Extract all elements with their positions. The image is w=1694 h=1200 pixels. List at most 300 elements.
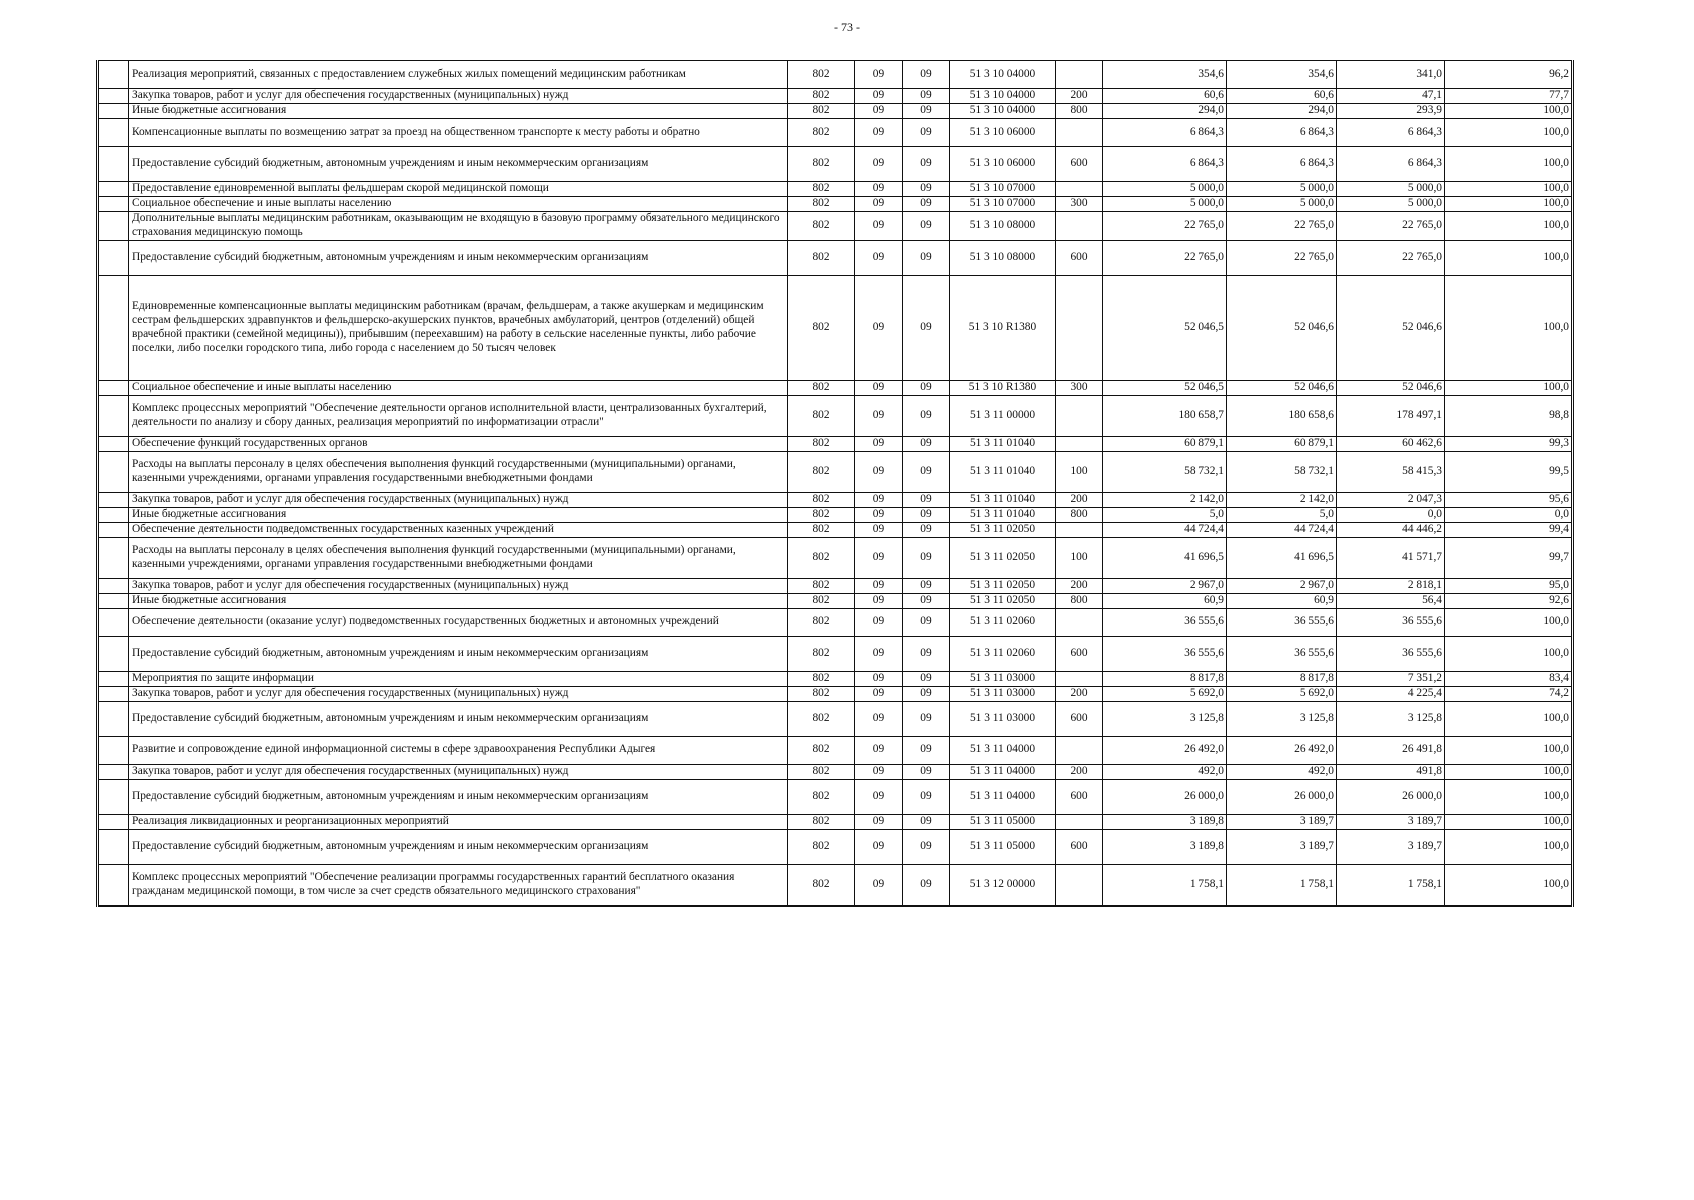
row-value-3: 60 462,6	[1337, 436, 1445, 451]
row-subsection-code: 09	[903, 736, 950, 764]
row-margin-cell	[98, 492, 129, 507]
row-name: Закупка товаров, работ и услуг для обеспечения государственных (муниципальных) нужд	[129, 686, 788, 701]
row-target-article-code: 51 3 11 01040	[950, 436, 1056, 451]
row-value-1: 5,0	[1103, 507, 1227, 522]
row-target-article-code: 51 3 11 02050	[950, 522, 1056, 537]
row-expense-type-code: 600	[1056, 636, 1103, 671]
row-ved-code: 802	[788, 492, 855, 507]
row-target-article-code: 51 3 12 00000	[950, 864, 1056, 906]
row-name: Закупка товаров, работ и услуг для обеспечения государственных (муниципальных) нужд	[129, 578, 788, 593]
table-row	[98, 764, 1573, 779]
row-percent: 100,0	[1445, 608, 1573, 636]
row-value-3: 0,0	[1337, 507, 1445, 522]
row-target-article-code: 51 3 10 R1380	[950, 380, 1056, 395]
table-row	[98, 593, 1573, 608]
row-subsection-code: 09	[903, 779, 950, 814]
row-expense-type-code	[1056, 814, 1103, 829]
row-section-code: 09	[855, 608, 903, 636]
row-subsection-code: 09	[903, 492, 950, 507]
row-ved-code: 802	[788, 380, 855, 395]
row-margin-cell	[98, 197, 129, 212]
row-target-article-code: 51 3 11 01040	[950, 451, 1056, 492]
row-name: Мероприятия по защите информации	[129, 671, 788, 686]
row-percent: 98,8	[1445, 395, 1573, 436]
row-value-3: 58 415,3	[1337, 451, 1445, 492]
row-section-code: 09	[855, 701, 903, 736]
row-value-1: 52 046,5	[1103, 380, 1227, 395]
row-ved-code: 802	[788, 507, 855, 522]
row-section-code: 09	[855, 522, 903, 537]
table-row	[98, 578, 1573, 593]
row-section-code: 09	[855, 275, 903, 380]
row-ved-code: 802	[788, 104, 855, 119]
row-section-code: 09	[855, 686, 903, 701]
row-percent: 100,0	[1445, 104, 1573, 119]
row-value-3: 2 818,1	[1337, 578, 1445, 593]
row-percent: 100,0	[1445, 701, 1573, 736]
row-margin-cell	[98, 147, 129, 182]
row-subsection-code: 09	[903, 701, 950, 736]
row-expense-type-code	[1056, 212, 1103, 241]
row-section-code: 09	[855, 147, 903, 182]
row-ved-code: 802	[788, 701, 855, 736]
row-margin-cell	[98, 578, 129, 593]
table-row	[98, 436, 1573, 451]
row-value-2: 44 724,4	[1227, 522, 1337, 537]
row-margin-cell	[98, 686, 129, 701]
row-name: Иные бюджетные ассигнования	[129, 507, 788, 522]
row-margin-cell	[98, 182, 129, 197]
row-value-2: 60,9	[1227, 593, 1337, 608]
table-row	[98, 61, 1573, 89]
row-target-article-code: 51 3 11 02050	[950, 578, 1056, 593]
row-expense-type-code: 800	[1056, 104, 1103, 119]
row-subsection-code: 09	[903, 182, 950, 197]
table-row	[98, 395, 1573, 436]
row-ved-code: 802	[788, 240, 855, 275]
row-value-3: 3 189,7	[1337, 829, 1445, 864]
row-subsection-code: 09	[903, 814, 950, 829]
row-margin-cell	[98, 507, 129, 522]
row-value-1: 58 732,1	[1103, 451, 1227, 492]
row-value-2: 1 758,1	[1227, 864, 1337, 906]
row-margin-cell	[98, 764, 129, 779]
row-value-2: 3 125,8	[1227, 701, 1337, 736]
row-value-3: 341,0	[1337, 61, 1445, 89]
row-value-2: 3 189,7	[1227, 814, 1337, 829]
row-expense-type-code: 200	[1056, 89, 1103, 104]
row-value-2: 6 864,3	[1227, 119, 1337, 147]
row-ved-code: 802	[788, 436, 855, 451]
row-value-2: 180 658,6	[1227, 395, 1337, 436]
row-ved-code: 802	[788, 608, 855, 636]
table-row	[98, 671, 1573, 686]
row-value-3: 44 446,2	[1337, 522, 1445, 537]
table-row	[98, 89, 1573, 104]
row-margin-cell	[98, 89, 129, 104]
row-value-1: 1 758,1	[1103, 864, 1227, 906]
row-ved-code: 802	[788, 182, 855, 197]
table-row	[98, 182, 1573, 197]
row-ved-code: 802	[788, 275, 855, 380]
row-ved-code: 802	[788, 864, 855, 906]
row-ved-code: 802	[788, 636, 855, 671]
row-value-1: 5 000,0	[1103, 182, 1227, 197]
row-expense-type-code	[1056, 275, 1103, 380]
row-value-3: 1 758,1	[1337, 864, 1445, 906]
row-name: Предоставление субсидий бюджетным, автономным учреждениям и иным некоммерческим организациям	[129, 147, 788, 182]
row-target-article-code: 51 3 10 07000	[950, 182, 1056, 197]
row-value-3: 47,1	[1337, 89, 1445, 104]
row-value-2: 2 142,0	[1227, 492, 1337, 507]
row-value-2: 60 879,1	[1227, 436, 1337, 451]
row-name: Реализация мероприятий, связанных с предоставлением служебных жилых помещений медицинским работникам	[129, 61, 788, 89]
row-percent: 0,0	[1445, 507, 1573, 522]
row-value-1: 6 864,3	[1103, 119, 1227, 147]
row-name: Предоставление субсидий бюджетным, автономным учреждениям и иным некоммерческим организациям	[129, 779, 788, 814]
row-value-2: 5,0	[1227, 507, 1337, 522]
row-value-1: 60 879,1	[1103, 436, 1227, 451]
row-name: Социальное обеспечение и иные выплаты населению	[129, 380, 788, 395]
row-name: Предоставление единовременной выплаты фельдшерам скорой медицинской помощи	[129, 182, 788, 197]
row-percent: 96,2	[1445, 61, 1573, 89]
row-value-1: 26 000,0	[1103, 779, 1227, 814]
row-percent: 99,3	[1445, 436, 1573, 451]
row-value-2: 6 864,3	[1227, 147, 1337, 182]
row-subsection-code: 09	[903, 608, 950, 636]
row-margin-cell	[98, 864, 129, 906]
row-name: Компенсационные выплаты по возмещению затрат за проезд на общественном транспорте к месту работы и обратно	[129, 119, 788, 147]
row-value-3: 5 000,0	[1337, 197, 1445, 212]
table-row	[98, 864, 1573, 906]
table-body	[98, 61, 1573, 906]
row-value-3: 36 555,6	[1337, 636, 1445, 671]
row-name: Предоставление субсидий бюджетным, автономным учреждениям и иным некоммерческим организациям	[129, 240, 788, 275]
row-margin-cell	[98, 829, 129, 864]
row-target-article-code: 51 3 10 07000	[950, 197, 1056, 212]
row-percent: 99,5	[1445, 451, 1573, 492]
table-row	[98, 212, 1573, 241]
row-value-2: 58 732,1	[1227, 451, 1337, 492]
row-percent: 100,0	[1445, 119, 1573, 147]
row-value-1: 492,0	[1103, 764, 1227, 779]
row-value-2: 41 696,5	[1227, 537, 1337, 578]
table-row	[98, 197, 1573, 212]
row-value-2: 354,6	[1227, 61, 1337, 89]
row-target-article-code: 51 3 10 04000	[950, 104, 1056, 119]
table-row	[98, 492, 1573, 507]
row-ved-code: 802	[788, 61, 855, 89]
row-value-1: 294,0	[1103, 104, 1227, 119]
row-margin-cell	[98, 636, 129, 671]
row-value-2: 22 765,0	[1227, 240, 1337, 275]
row-percent: 100,0	[1445, 240, 1573, 275]
row-target-article-code: 51 3 10 06000	[950, 147, 1056, 182]
row-expense-type-code	[1056, 119, 1103, 147]
row-percent: 99,4	[1445, 522, 1573, 537]
row-target-article-code: 51 3 11 02060	[950, 636, 1056, 671]
table-row	[98, 636, 1573, 671]
row-value-3: 22 765,0	[1337, 240, 1445, 275]
row-name: Иные бюджетные ассигнования	[129, 593, 788, 608]
row-target-article-code: 51 3 11 04000	[950, 736, 1056, 764]
table-row	[98, 829, 1573, 864]
row-margin-cell	[98, 119, 129, 147]
table-row	[98, 701, 1573, 736]
row-section-code: 09	[855, 636, 903, 671]
row-value-2: 52 046,6	[1227, 380, 1337, 395]
row-ved-code: 802	[788, 578, 855, 593]
row-ved-code: 802	[788, 522, 855, 537]
row-expense-type-code	[1056, 61, 1103, 89]
row-margin-cell	[98, 736, 129, 764]
row-ved-code: 802	[788, 119, 855, 147]
row-subsection-code: 09	[903, 636, 950, 671]
row-value-2: 5 692,0	[1227, 686, 1337, 701]
table-row	[98, 240, 1573, 275]
row-expense-type-code: 100	[1056, 537, 1103, 578]
row-margin-cell	[98, 814, 129, 829]
row-subsection-code: 09	[903, 212, 950, 241]
row-section-code: 09	[855, 182, 903, 197]
row-subsection-code: 09	[903, 395, 950, 436]
row-value-3: 26 000,0	[1337, 779, 1445, 814]
row-value-1: 3 125,8	[1103, 701, 1227, 736]
row-subsection-code: 09	[903, 119, 950, 147]
row-section-code: 09	[855, 436, 903, 451]
row-value-2: 26 492,0	[1227, 736, 1337, 764]
row-section-code: 09	[855, 119, 903, 147]
row-percent: 95,6	[1445, 492, 1573, 507]
row-margin-cell	[98, 380, 129, 395]
row-expense-type-code: 200	[1056, 492, 1103, 507]
row-target-article-code: 51 3 11 04000	[950, 764, 1056, 779]
page-number: - 73 -	[834, 20, 860, 34]
row-expense-type-code: 800	[1056, 593, 1103, 608]
row-percent: 100,0	[1445, 864, 1573, 906]
row-section-code: 09	[855, 671, 903, 686]
row-value-1: 2 142,0	[1103, 492, 1227, 507]
row-name: Предоставление субсидий бюджетным, автономным учреждениям и иным некоммерческим организациям	[129, 701, 788, 736]
row-margin-cell	[98, 671, 129, 686]
row-section-code: 09	[855, 779, 903, 814]
row-value-1: 6 864,3	[1103, 147, 1227, 182]
row-ved-code: 802	[788, 779, 855, 814]
row-expense-type-code	[1056, 436, 1103, 451]
row-margin-cell	[98, 451, 129, 492]
row-subsection-code: 09	[903, 61, 950, 89]
row-margin-cell	[98, 395, 129, 436]
row-section-code: 09	[855, 814, 903, 829]
row-value-2: 492,0	[1227, 764, 1337, 779]
row-value-1: 180 658,7	[1103, 395, 1227, 436]
row-section-code: 09	[855, 537, 903, 578]
row-value-1: 36 555,6	[1103, 608, 1227, 636]
row-percent: 100,0	[1445, 275, 1573, 380]
row-margin-cell	[98, 275, 129, 380]
row-target-article-code: 51 3 11 02060	[950, 608, 1056, 636]
table-row	[98, 537, 1573, 578]
row-expense-type-code: 200	[1056, 578, 1103, 593]
row-subsection-code: 09	[903, 380, 950, 395]
row-percent: 100,0	[1445, 814, 1573, 829]
row-target-article-code: 51 3 11 04000	[950, 779, 1056, 814]
budget-execution-table	[96, 60, 1574, 907]
row-ved-code: 802	[788, 671, 855, 686]
row-subsection-code: 09	[903, 275, 950, 380]
row-value-3: 178 497,1	[1337, 395, 1445, 436]
row-target-article-code: 51 3 10 08000	[950, 240, 1056, 275]
row-section-code: 09	[855, 451, 903, 492]
row-value-1: 3 189,8	[1103, 829, 1227, 864]
row-section-code: 09	[855, 61, 903, 89]
row-section-code: 09	[855, 578, 903, 593]
row-subsection-code: 09	[903, 864, 950, 906]
row-name: Расходы на выплаты персоналу в целях обеспечения выполнения функций государственными (муниципальными) органами, казенными учреждениями, органами управления государственными внебюджетными фондами	[129, 537, 788, 578]
row-name: Закупка товаров, работ и услуг для обеспечения государственных (муниципальных) нужд	[129, 89, 788, 104]
row-section-code: 09	[855, 380, 903, 395]
row-value-3: 2 047,3	[1337, 492, 1445, 507]
row-value-2: 8 817,8	[1227, 671, 1337, 686]
row-expense-type-code	[1056, 395, 1103, 436]
row-value-1: 36 555,6	[1103, 636, 1227, 671]
row-value-1: 60,6	[1103, 89, 1227, 104]
table-row	[98, 380, 1573, 395]
row-ved-code: 802	[788, 593, 855, 608]
row-percent: 100,0	[1445, 636, 1573, 671]
row-target-article-code: 51 3 11 01040	[950, 492, 1056, 507]
row-value-1: 8 817,8	[1103, 671, 1227, 686]
row-expense-type-code	[1056, 864, 1103, 906]
row-value-3: 52 046,6	[1337, 380, 1445, 395]
row-margin-cell	[98, 212, 129, 241]
row-subsection-code: 09	[903, 671, 950, 686]
table-row	[98, 686, 1573, 701]
row-value-3: 6 864,3	[1337, 119, 1445, 147]
row-expense-type-code: 200	[1056, 686, 1103, 701]
row-value-1: 3 189,8	[1103, 814, 1227, 829]
row-value-1: 5 000,0	[1103, 197, 1227, 212]
row-margin-cell	[98, 240, 129, 275]
row-value-1: 41 696,5	[1103, 537, 1227, 578]
row-value-3: 56,4	[1337, 593, 1445, 608]
row-subsection-code: 09	[903, 764, 950, 779]
row-value-2: 5 000,0	[1227, 197, 1337, 212]
row-expense-type-code: 800	[1056, 507, 1103, 522]
table-row	[98, 104, 1573, 119]
table-row	[98, 814, 1573, 829]
row-name: Обеспечение деятельности подведомственных государственных казенных учреждений	[129, 522, 788, 537]
row-target-article-code: 51 3 11 02050	[950, 593, 1056, 608]
row-margin-cell	[98, 779, 129, 814]
budget-table-container	[96, 60, 1574, 907]
row-ved-code: 802	[788, 736, 855, 764]
row-subsection-code: 09	[903, 686, 950, 701]
row-subsection-code: 09	[903, 507, 950, 522]
row-subsection-code: 09	[903, 593, 950, 608]
row-target-article-code: 51 3 10 04000	[950, 89, 1056, 104]
row-value-2: 52 046,6	[1227, 275, 1337, 380]
row-expense-type-code: 100	[1056, 451, 1103, 492]
row-name: Расходы на выплаты персоналу в целях обеспечения выполнения функций государственными (муниципальными) органами, казенными учреждениями, органами управления государственными внебюджетными фондами	[129, 451, 788, 492]
row-subsection-code: 09	[903, 578, 950, 593]
row-value-3: 7 351,2	[1337, 671, 1445, 686]
row-target-article-code: 51 3 11 03000	[950, 671, 1056, 686]
row-name: Обеспечение функций государственных органов	[129, 436, 788, 451]
table-row	[98, 608, 1573, 636]
row-value-2: 2 967,0	[1227, 578, 1337, 593]
row-target-article-code: 51 3 10 R1380	[950, 275, 1056, 380]
row-ved-code: 802	[788, 89, 855, 104]
row-value-3: 22 765,0	[1337, 212, 1445, 241]
row-value-1: 52 046,5	[1103, 275, 1227, 380]
row-name: Закупка товаров, работ и услуг для обеспечения государственных (муниципальных) нужд	[129, 764, 788, 779]
row-expense-type-code: 600	[1056, 779, 1103, 814]
row-subsection-code: 09	[903, 147, 950, 182]
row-name: Комплекс процессных мероприятий "Обеспечение реализации программы государственных гарантий бесплатного оказания гражданам медицинской помощи, в том числе за счет средств обязательного медицинского страхования"	[129, 864, 788, 906]
row-ved-code: 802	[788, 829, 855, 864]
table-row	[98, 507, 1573, 522]
row-percent: 100,0	[1445, 212, 1573, 241]
table-row	[98, 779, 1573, 814]
row-value-3: 3 189,7	[1337, 814, 1445, 829]
row-percent: 100,0	[1445, 764, 1573, 779]
row-section-code: 09	[855, 864, 903, 906]
row-subsection-code: 09	[903, 522, 950, 537]
row-expense-type-code: 200	[1056, 764, 1103, 779]
row-name: Иные бюджетные ассигнования	[129, 104, 788, 119]
row-expense-type-code: 600	[1056, 240, 1103, 275]
row-value-1: 5 692,0	[1103, 686, 1227, 701]
row-subsection-code: 09	[903, 451, 950, 492]
row-section-code: 09	[855, 507, 903, 522]
row-target-article-code: 51 3 11 05000	[950, 814, 1056, 829]
row-value-3: 6 864,3	[1337, 147, 1445, 182]
row-subsection-code: 09	[903, 829, 950, 864]
row-percent: 100,0	[1445, 197, 1573, 212]
row-value-3: 4 225,4	[1337, 686, 1445, 701]
row-section-code: 09	[855, 395, 903, 436]
table-row	[98, 147, 1573, 182]
row-section-code: 09	[855, 240, 903, 275]
row-subsection-code: 09	[903, 197, 950, 212]
row-expense-type-code	[1056, 671, 1103, 686]
row-name: Закупка товаров, работ и услуг для обеспечения государственных (муниципальных) нужд	[129, 492, 788, 507]
row-section-code: 09	[855, 197, 903, 212]
row-value-2: 36 555,6	[1227, 608, 1337, 636]
row-section-code: 09	[855, 764, 903, 779]
row-target-article-code: 51 3 11 01040	[950, 507, 1056, 522]
row-ved-code: 802	[788, 686, 855, 701]
row-value-2: 26 000,0	[1227, 779, 1337, 814]
row-value-3: 26 491,8	[1337, 736, 1445, 764]
row-ved-code: 802	[788, 147, 855, 182]
row-target-article-code: 51 3 11 03000	[950, 686, 1056, 701]
row-margin-cell	[98, 701, 129, 736]
row-value-1: 354,6	[1103, 61, 1227, 89]
row-percent: 95,0	[1445, 578, 1573, 593]
table-row	[98, 275, 1573, 380]
row-name: Предоставление субсидий бюджетным, автономным учреждениям и иным некоммерческим организациям	[129, 829, 788, 864]
table-row	[98, 451, 1573, 492]
row-ved-code: 802	[788, 212, 855, 241]
row-target-article-code: 51 3 10 08000	[950, 212, 1056, 241]
row-percent: 100,0	[1445, 779, 1573, 814]
row-section-code: 09	[855, 212, 903, 241]
row-name: Социальное обеспечение и иные выплаты населению	[129, 197, 788, 212]
row-percent: 100,0	[1445, 380, 1573, 395]
row-margin-cell	[98, 537, 129, 578]
